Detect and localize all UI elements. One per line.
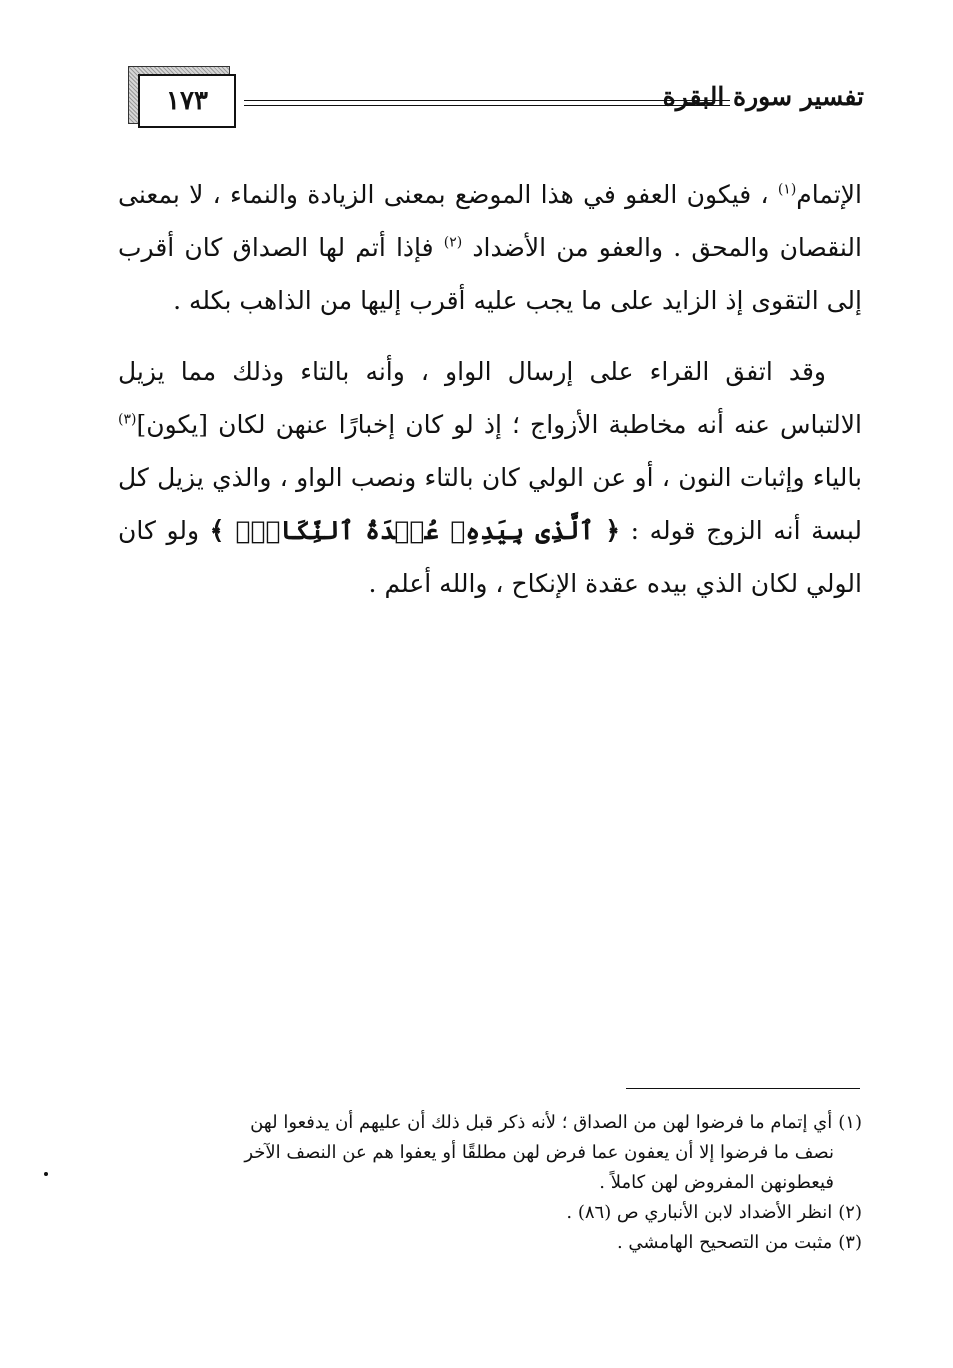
footnote-number: (٣) [838,1232,862,1253]
scan-speck [44,1172,48,1176]
footnote-number: (١) [838,1112,862,1133]
paragraph-2-text-c: ولو كان الولي لكان الذي بيده عقدة الإنكاح ، والله أعلم . [118,516,862,598]
header-rule [244,100,730,106]
paragraph-2-text-b: بالياء وإثبات النون ، أو عن الولي كان بالتاء ونصب الواو ، والذي يزيل كل لبسة أنه الزوج قوله : [118,463,862,545]
footnote-ref-2: (٢) [443,234,463,251]
footnote-2 [120,1198,862,1228]
footnote-1-line-3: فيعطونهن المفروض لهن كاملاً . [599,1172,834,1193]
page-number: ١٧٣ [138,74,236,128]
footnote-3-text: مثبت من التصحيح الهامشي . [616,1232,833,1253]
footnotes [120,1108,862,1258]
paragraph-2-text-a: وقد اتفق القراء على إرسال الواو ، وأنه بالتاء وذلك مما يزيل الالتباس عنه أنه مخاطبة الأزواج ؛ إذ لو كان إخبارًا عنهن لكان [يكون] [118,357,862,439]
footnote-number: (٢) [838,1202,862,1223]
paragraph-2 [118,345,862,610]
footnote-1-line-1: أي إتمام ما فرضوا لهن من الصداق ؛ لأنه ذكر قبل ذلك أن عليهم أن يدفعوا لهن [250,1112,833,1133]
footnote-3 [120,1228,862,1258]
paragraph-1-text-a: الإتمام [796,180,862,209]
paragraph-1 [118,168,862,327]
footnote-1 [120,1108,862,1138]
footnote-separator [626,1088,860,1089]
paragraph-1-text-b: ، فيكون العفو في هذا الموضع بمعنى الزيادة والنماء ، لا بمعنى النقصان والمحق . والعفو من الأضداد [118,180,862,262]
page-header [128,66,864,136]
paragraph-1-text-c: فإذا أتم لها الصداق كان أقرب إلى التقوى إذ الزايد على ما يجب عليه أقرب إليها من الذاهب بكله . [118,233,862,315]
running-title: تفسير سورة البقرة [662,82,864,111]
footnote-ref-1: (١) [777,181,797,198]
footnote-1-line-2: نصف ما فرضوا إلا أن يعفون عما فرض لهن مطلقًا أو يعفوا هم عن النصف الآخر [244,1142,834,1163]
footnote-2-text: انظر الأضداد لابن الأنباري ص (٨٦) . [566,1202,833,1223]
quran-verse: ﴿ ٱلَّذِى بِيَدِهِۦ عُقۡدَةُ ٱلنِّكَاحِۚ ﴾ [209,516,621,545]
footnote-ref-3: (٣) [118,411,137,428]
